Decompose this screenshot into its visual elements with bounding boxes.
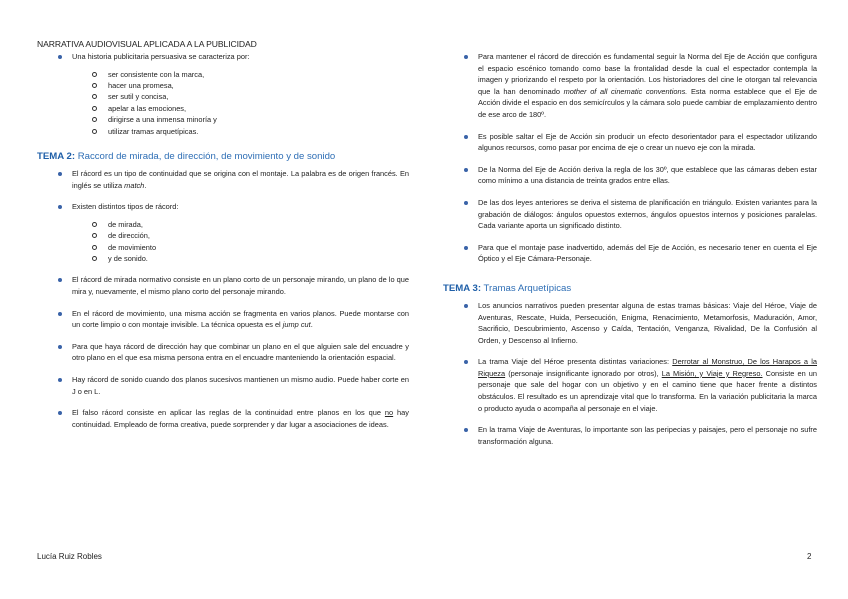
paragraph-text: hay continuidad. Empleado de forma creativa, puede sorprender y dar lugar a asociaciones de ideas.	[72, 408, 409, 429]
section-title: Raccord de mirada, de dirección, de movimiento y de sonido	[75, 151, 336, 163]
list-item: Para que haya rácord de dirección hay que combinar un plano en el que alguien sale del encuadre y otro plano en el que esa misma persona entra en el encuadre manteniendo la orientación espacial.	[37, 341, 409, 364]
list-item	[443, 51, 817, 121]
paragraph-text: (personaje insignificante ignorado por otros),	[505, 368, 662, 378]
paragraph-text: .	[310, 320, 313, 330]
section-heading-tema-3	[443, 283, 817, 295]
left-column	[37, 51, 409, 440]
paragraph-text: .	[144, 180, 147, 190]
emphasis-text: jump cut	[282, 320, 311, 330]
list-item: De las dos leyes anteriores se deriva el sistema de planificación en triángulo. Existen variantes para la grabación de diálogos: ángulos opuestos externos, ángulos opuestos internos y posiciones paralelas. Cada variante aporta un significado distinto.	[443, 197, 817, 232]
list-item	[37, 407, 409, 430]
section-number: TEMA 3:	[443, 282, 482, 294]
paragraph-text: Existen distintos tipos de rácord:	[72, 202, 179, 212]
raccord-types-list	[72, 219, 409, 265]
paragraph-text: La trama Viaje del Héroe presenta distintas variaciones:	[478, 357, 673, 367]
section-number: TEMA 2:	[37, 151, 76, 163]
paragraph-text: Esta norma establece que el Eje de Acción divide el espacio en dos semicírculos y la cámara solo puede cambiar de emplazamiento dentro de ese arco de 180º.	[478, 86, 818, 119]
axis-rules-list	[443, 51, 817, 265]
list-item	[37, 201, 409, 264]
intro-bullet	[37, 51, 409, 137]
list-item: de dirección,	[72, 230, 409, 241]
right-column	[443, 51, 817, 457]
paragraph-text: En el rácord de movimiento, una misma acción se fragmenta en varios planos. Puede montarse con un corte limpio o con montaje invisible. La técnica opuesta es el	[72, 308, 409, 330]
list-item	[443, 356, 817, 414]
paragraph-text: El rácord es un tipo de continuidad que se origina con el montaje. La palabra es de origen francés. En inglés se utiliza	[72, 169, 409, 190]
intro-text: Una historia publicitaria persuasiva se caracteriza por:	[72, 52, 250, 61]
list-item: Para que el montaje pase inadvertido, además del Eje de Acción, es necesario tener en cuenta el Eje Óptico y el Eje Cámara-Personaje.	[443, 242, 817, 265]
list-item: de mirada,	[72, 219, 409, 230]
emphasis-text: mother of all cinematic conventions.	[563, 86, 688, 96]
list-item: Los anuncios narrativos pueden presentar alguna de estas tramas básicas: Viaje del Héroe, Viaje de Aventuras, Rescate, Huida, Persecución, Enigma, Renacimiento, Metamorfosis, Maduración, Amor, Sacrificio, Descubrimiento, Ascenso y Caída, Tentación, Venganza, Rivalidad, De la Confusión al Orden, y Descenso al Infierno.	[443, 300, 817, 346]
list-item: En la trama Viaje de Aventuras, lo importante son las peripecias y paisajes, pero el personaje no sufre transformación alguna.	[443, 424, 817, 447]
tema-3-list	[443, 300, 817, 448]
list-item: ser consistente con la marca,	[72, 69, 409, 80]
list-item: Es posible saltar el Eje de Acción sin producir un efecto desorientador para el espectador utilizando algunos recursos, como pasar por encima de eje o crear un nuevo eje con la mirada.	[443, 131, 817, 154]
list-item: ser sutil y concisa,	[72, 91, 409, 102]
list-item	[37, 308, 409, 331]
list-item: utilizar tramas arquetípicas.	[72, 126, 409, 137]
paragraph-text: Para mantener el rácord de dirección es fundamental seguir la Norma del Eje de Acción que configura el espacio escénico tomando como base la frontalidad desde la cual el espectador contempla la imagen y priorizando el respeto por la orientación. Los historiadores del cine le otorgan tal relevancia que la han denominado	[478, 52, 817, 96]
tema-2-list	[37, 168, 409, 430]
footer-author: Lucía Ruiz Robles	[37, 552, 102, 561]
list-item: apelar a las emociones,	[72, 103, 409, 114]
list-item: hacer una promesa,	[72, 80, 409, 91]
page-number: 2	[807, 552, 812, 561]
document-title: NARRATIVA AUDIOVISUAL APLICADA A LA PUBLICIDAD	[37, 39, 257, 49]
list-item: de movimiento	[72, 242, 409, 253]
list-item	[37, 168, 409, 191]
list-item: El rácord de mirada normativo consiste en un plano corto de un personaje mirando, un plano de lo que mira y, nuevamente, el mismo plano corto del personaje mirando.	[37, 274, 409, 297]
intro-list	[37, 51, 409, 137]
list-item: y de sonido.	[72, 253, 409, 264]
underlined-text: Derrotar al Monstruo, De los Harapos a la Riqueza	[478, 357, 817, 378]
section-heading-tema-2	[37, 151, 409, 163]
paragraph-text: El falso rácord consiste en aplicar las reglas de la continuidad entre planos en los que	[72, 408, 385, 418]
list-item: dirigirse a una inmensa minoría y	[72, 114, 409, 125]
underlined-text: La Misión, y Viaje y Regreso.	[661, 368, 763, 378]
emphasis-text: match	[124, 180, 145, 190]
list-item: Hay rácord de sonido cuando dos planos sucesivos mantienen un mismo audio. Puede haber corte en J o en L.	[37, 374, 409, 397]
list-item: De la Norma del Eje de Acción deriva la regla de los 30º, que establece que las cámaras deben estar como mínimo a una distancia de treinta grados entre ellas.	[443, 164, 817, 187]
paragraph-text: Consiste en un personaje que sale del hogar con un objetivo y en el camino tiene que hacer frente a distintos obstáculos. El resultado es un aprendizaje vital que lo transforma. En la variación publicitaria la marca o producto ayuda o acompaña al personaje en el viaje.	[478, 368, 817, 413]
underlined-text: no	[384, 408, 394, 418]
intro-sublist	[72, 69, 409, 137]
section-title: Tramas Arquetípicas	[481, 282, 572, 294]
